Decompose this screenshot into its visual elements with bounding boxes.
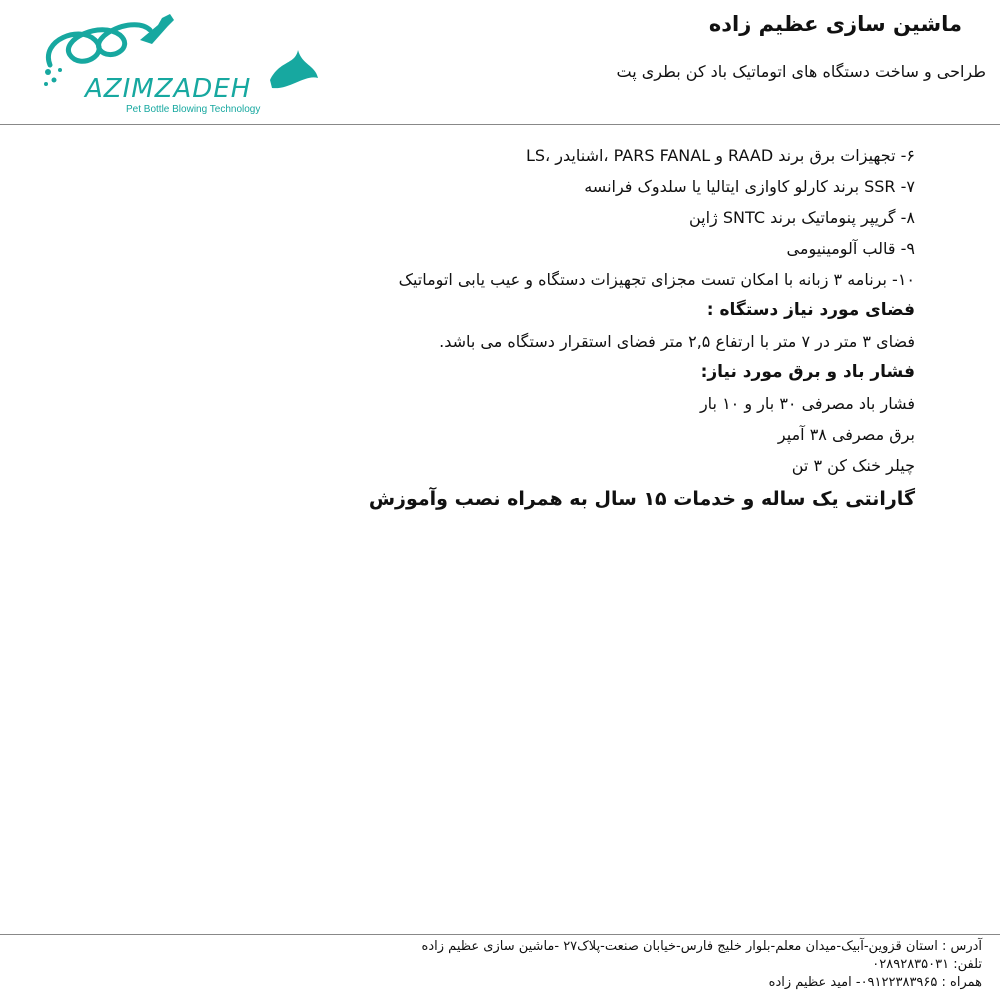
company-logo (40, 10, 330, 115)
space-text: فضای ۳ متر در ۷ متر با ارتفاع ۲,۵ متر فضای استقرار دستگاه می باشد. (439, 332, 915, 351)
document-body (75, 140, 915, 515)
header-divider (0, 124, 1000, 125)
air-pressure-text: فشار باد مصرفی ۳۰ بار و ۱۰ بار (699, 394, 915, 413)
footer-address: آدرس : استان قزوین-آبیک-میدان معلم-بلوار خلیج فارس-خیابان صنعت-پلاک۲۷ -ماشین سازی عظیم زاده (421, 939, 982, 954)
item-7: ۷- SSR برند کارلو کاوازی ایتالیا یا سلدوک فرانسه (584, 177, 915, 196)
item-9: ۹- قالب آلومینیومی (786, 239, 915, 258)
logo-wordmark: AZIMZADEH (85, 74, 252, 104)
item-6: ۶- تجهیزات برق برند RAAD و PARS FANAL ،اشنایدر ،LS (525, 146, 915, 165)
space-heading: فضای مورد نیاز دستگاه : (706, 300, 915, 320)
footer-divider (0, 934, 1000, 935)
warranty-text: گارانتی یک ساله و خدمات ۱۵ سال به همراه نصب وآموزش (368, 488, 915, 510)
page-footer (82, 938, 982, 992)
footer-phone: تلفن: ۰۲۸۹۲۸۳۵۰۳۱ (872, 957, 982, 972)
item-8: ۸- گریپر پنوماتیک برند SNTC ژاپن (688, 208, 915, 227)
company-title: ماشین سازی عظیم زاده (708, 12, 962, 36)
item-10: ۱۰- برنامه ۳ زبانه با امکان تست مجزای تجهیزات دستگاه و عیب یابی اتوماتیک (398, 270, 915, 289)
power-text: برق مصرفی ۳۸ آمپر (777, 425, 915, 444)
chiller-text: چیلر خنک کن ۳ تن (791, 456, 915, 475)
company-subtitle: طراحی و ساخت دستگاه های اتوماتیک باد کن بطری پت (616, 62, 986, 81)
logo-tagline: Pet Bottle Blowing Technology (126, 104, 261, 115)
air-power-heading: فشار باد و برق مورد نیاز: (700, 362, 915, 382)
footer-mobile: همراه : ۰۹۱۲۲۳۸۳۹۶۵- امید عظیم زاده (768, 975, 982, 990)
